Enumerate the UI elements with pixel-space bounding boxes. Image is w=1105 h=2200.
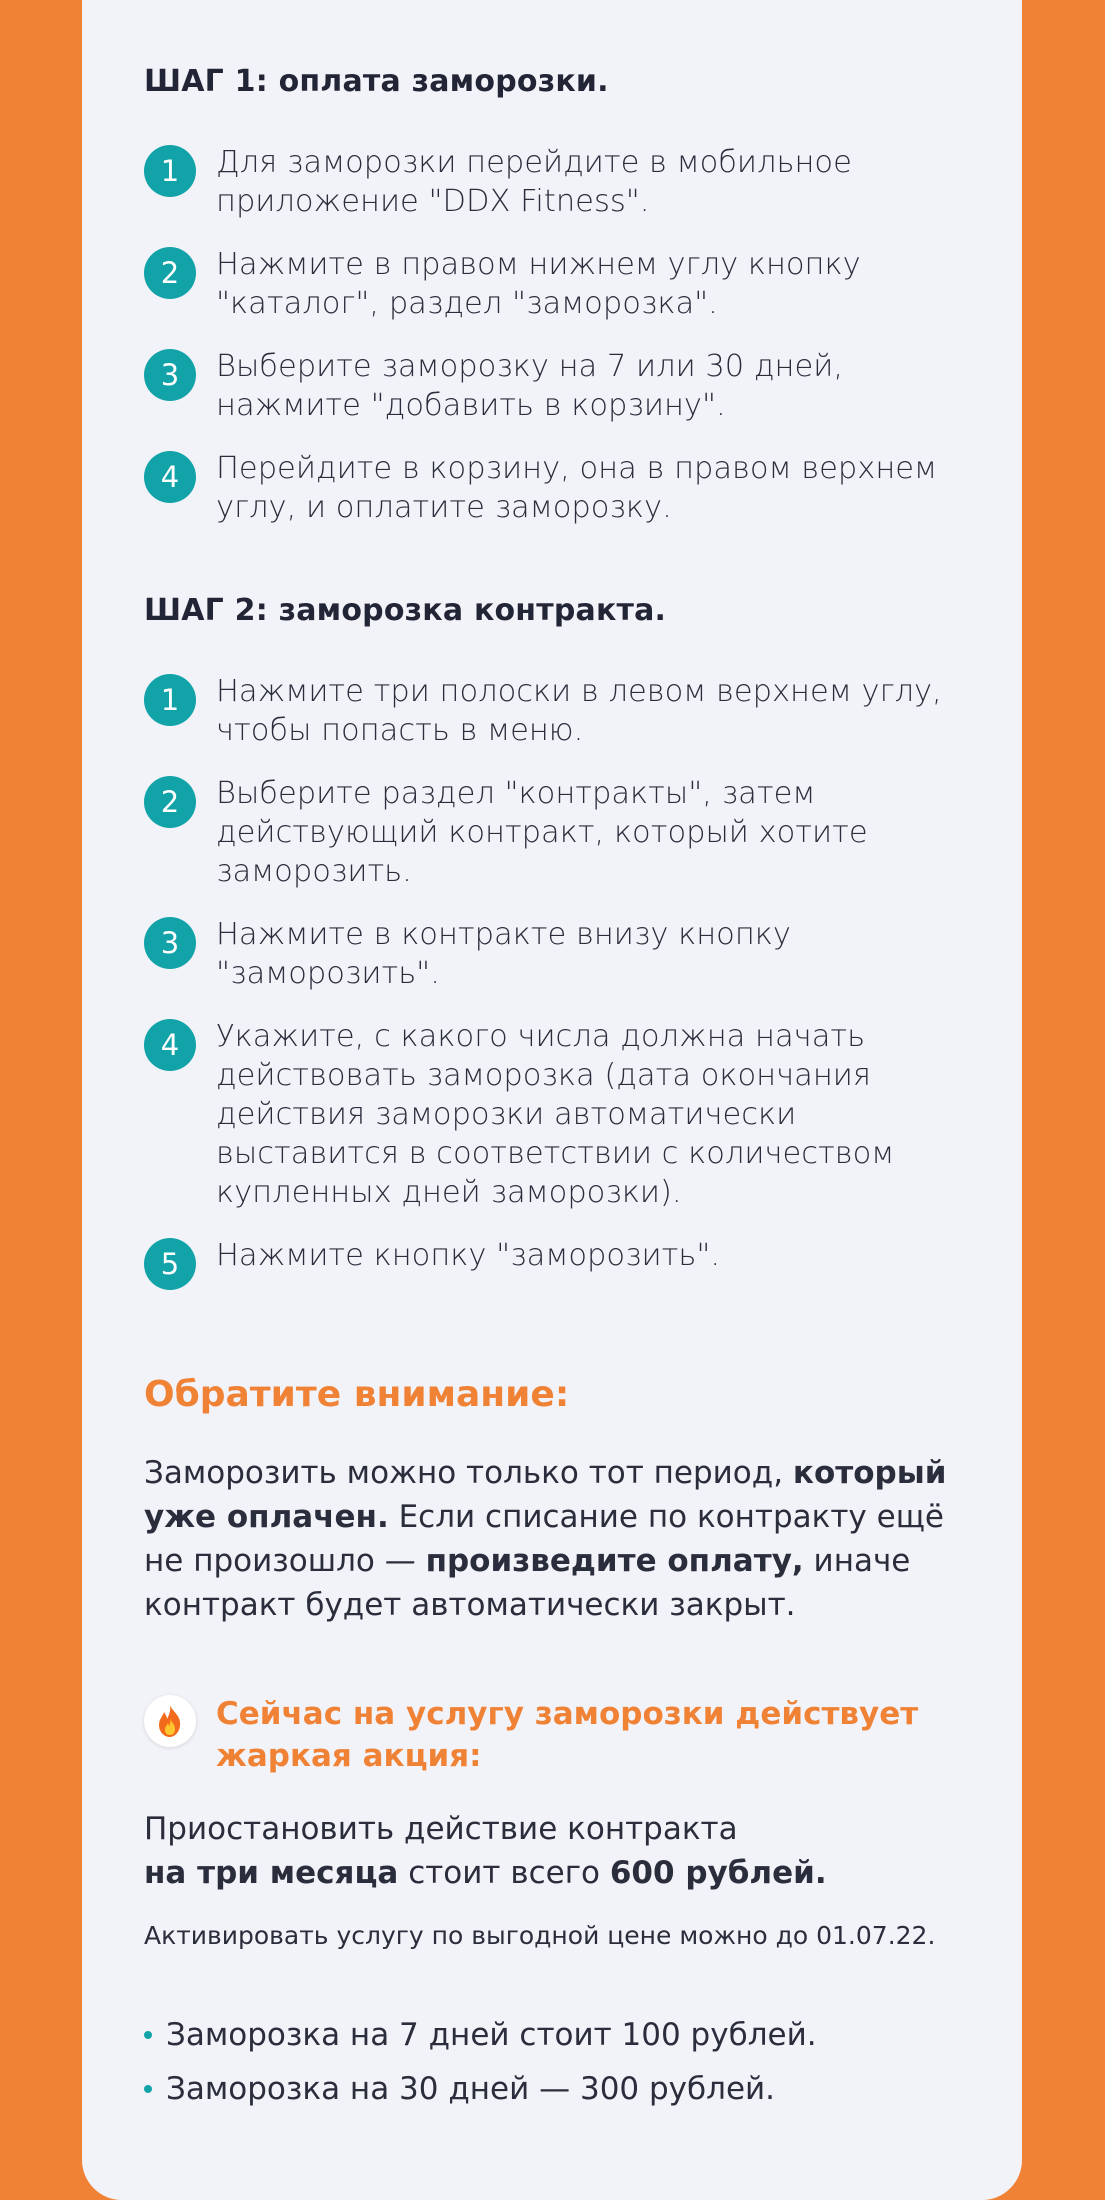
promo-bold: на три месяца [144, 1855, 399, 1891]
step1-heading-prefix: ШАГ 1: [144, 64, 268, 99]
step1-heading-rest: оплата заморозки. [267, 64, 609, 99]
list-item [144, 1236, 960, 1290]
list-item [144, 774, 960, 891]
list-item [144, 347, 960, 425]
list-item-text: Нажмите в контракте внизу кнопку "заморозить". [216, 917, 791, 991]
notice-text-part: иначе контракт будет автоматически закрыт. [144, 1543, 911, 1623]
list-item [144, 915, 960, 993]
list-item-text: Перейдите в корзину, она в правом верхнем углу, и оплатите заморозку. [216, 451, 938, 525]
content-card [82, 0, 1022, 2200]
price-list-item-text: Заморозка на 30 дней — 300 рублей. [166, 2071, 776, 2107]
list-item-text: Нажмите кнопку "заморозить". [216, 1238, 721, 1273]
number-badge: 2 [144, 247, 196, 299]
number-badge: 5 [144, 1238, 196, 1290]
notice-text-part: Если списание по контракту ещё не произошло — [144, 1499, 944, 1579]
number-badge: 1 [144, 674, 196, 726]
list-item-text: Выберите раздел "контракты", затем действующий контракт, который хотите заморозить. [216, 776, 868, 889]
step2-heading-prefix: ШАГ 2: [144, 593, 268, 628]
list-item-text: Выберите заморозку на 7 или 30 дней, нажмите "добавить в корзину". [216, 349, 844, 423]
notice-title: Обратите внимание: [144, 1374, 570, 1415]
list-item [144, 143, 960, 221]
list-item-text: Нажмите в правом нижнем углу кнопку "каталог", раздел "заморозка". [216, 247, 861, 321]
step2-heading-rest: заморозка контракта. [267, 593, 667, 628]
price-list [144, 2013, 960, 2111]
number-badge: 4 [144, 1019, 196, 1071]
notice-bold: который уже оплачен. [144, 1455, 947, 1535]
promo-bold: 600 рублей. [609, 1855, 827, 1891]
step1-heading [144, 64, 960, 99]
promo-text [144, 1807, 960, 1895]
step1-list [144, 143, 960, 527]
price-list-item-text: Заморозка на 7 дней стоит 100 рублей. [166, 2017, 817, 2053]
fire-icon-svg [155, 1704, 185, 1738]
list-item-text: Нажмите три полоски в левом верхнем углу, чтобы попасть в меню. [216, 674, 942, 748]
list-item [144, 449, 960, 527]
list-item [144, 672, 960, 750]
promo-line: Приостановить действие контракта [144, 1811, 738, 1847]
list-item [144, 1017, 960, 1212]
promo-title: Сейчас на услугу заморозки действует жаркая акция: [216, 1696, 919, 1774]
spacer [144, 551, 960, 593]
number-badge: 3 [144, 917, 196, 969]
number-badge: 1 [144, 145, 196, 197]
spacer [144, 1314, 960, 1374]
promo-header [144, 1693, 960, 1777]
notice-text [144, 1451, 960, 1627]
list-item-text: Укажите, с какого числа должна начать действовать заморозка (дата окончания действия заморозки автоматически выставится в соответствии с количеством купленных дней заморозки). [216, 1019, 895, 1210]
price-list-item [144, 2013, 960, 2057]
step2-heading [144, 593, 960, 628]
bullet-icon [144, 2031, 152, 2039]
list-item [144, 245, 960, 323]
promo-note: Активировать услугу по выгодной цене можно до 01.07.22. [144, 1921, 936, 1950]
fire-icon [144, 1695, 196, 1747]
notice-bold: произведите оплату, [425, 1543, 804, 1579]
number-badge: 2 [144, 776, 196, 828]
number-badge: 3 [144, 349, 196, 401]
list-item-text: Для заморозки перейдите в мобильное приложение "DDX Fitness". [216, 145, 852, 219]
price-list-item [144, 2067, 960, 2111]
bullet-icon [144, 2085, 152, 2093]
promo-line: стоит всего [398, 1855, 610, 1891]
number-badge: 4 [144, 451, 196, 503]
step2-list [144, 672, 960, 1290]
notice-text-part: Заморозить можно только тот период, [144, 1455, 793, 1491]
